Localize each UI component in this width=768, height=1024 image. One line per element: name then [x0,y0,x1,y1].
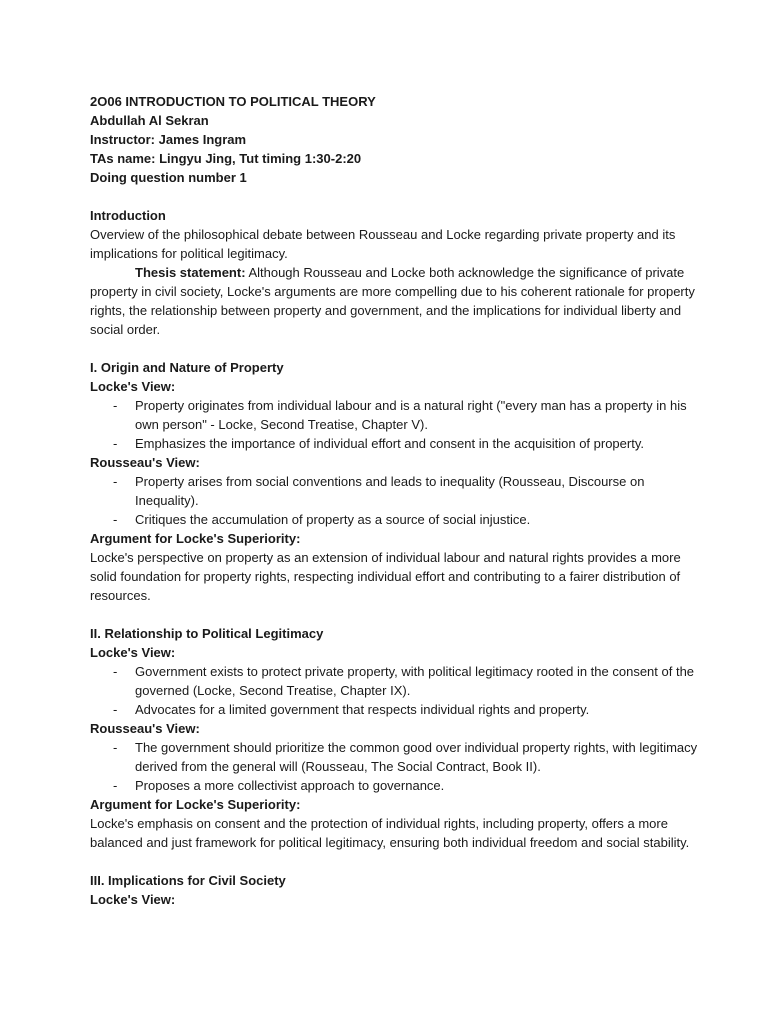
thesis-text: Although Rousseau and Locke both acknowledge the significance of private property in civil society, Locke's arguments are more compelling due to his coherent rationale for property rights, the relationship between property and government, and the implications for individual liberty and social order. [90,265,695,337]
locke-view-list [90,396,708,453]
spacer [90,852,708,871]
question-line: Doing question number 1 [90,170,247,185]
list-item-text: Emphasizes the importance of individual effort and consent in the acquisition of property. [135,436,644,451]
section-origin-property [90,358,708,605]
list-item [90,510,708,529]
dash-bullet: - [113,474,118,489]
list-item [90,700,708,719]
locke-view-label: Locke's View: [90,379,176,394]
argument-label: Argument for Locke's Superiority: [90,797,301,812]
list-item [90,434,708,453]
rousseau-view-list [90,472,708,529]
dash-bullet: - [113,398,118,413]
list-item [90,396,708,434]
list-item [90,472,708,510]
author-name: Abdullah Al Sekran [90,113,209,128]
locke-view-label: Locke's View: [90,645,176,660]
argument-text: Locke's emphasis on consent and the protection of individual rights, including property, offers a more balanced and just framework for political legitimacy, ensuring both individual freedom and social stability. [90,816,690,850]
dash-bullet: - [113,512,118,527]
argument-label: Argument for Locke's Superiority: [90,531,301,546]
dash-bullet: - [113,702,118,717]
list-item [90,776,708,795]
section-political-legitimacy [90,624,708,852]
dash-bullet: - [113,778,118,793]
section-heading: II. Relationship to Political Legitimacy [90,626,324,641]
spacer [90,187,708,206]
rousseau-view-list [90,738,708,795]
dash-bullet: - [113,664,118,679]
list-item [90,738,708,776]
document-header [90,92,708,187]
dash-bullet: - [113,436,118,451]
list-item-text: Critiques the accumulation of property as a source of social injustice. [135,512,531,527]
intro-heading: Introduction [90,208,166,223]
list-item-text: Proposes a more collectivist approach to governance. [135,778,445,793]
dash-bullet: - [113,740,118,755]
argument-text: Locke's perspective on property as an extension of individual labour and natural rights provides a more solid foundation for property rights, respecting individual effort and contributing to a fairer distribution of resources. [90,550,681,603]
section-heading: III. Implications for Civil Society [90,873,286,888]
instructor-line: Instructor: James Ingram [90,132,247,147]
list-item-text: Property originates from individual labour and is a natural right ("every man has a property in his own person" - Locke, Second Treatise, Chapter V). [135,398,687,432]
thesis-label: Thesis statement: [135,265,246,280]
intro-overview: Overview of the philosophical debate between Rousseau and Locke regarding private property and its implications for political legitimacy. [90,227,676,261]
ta-line: TAs name: Lingyu Jing, Tut timing 1:30-2:20 [90,151,362,166]
rousseau-view-label: Rousseau's View: [90,455,200,470]
locke-view-label: Locke's View: [90,892,176,907]
introduction-section [90,206,708,339]
rousseau-view-label: Rousseau's View: [90,721,200,736]
list-item [90,662,708,700]
spacer [90,339,708,358]
section-heading: I. Origin and Nature of Property [90,360,284,375]
spacer [90,605,708,624]
list-item-text: The government should prioritize the common good over individual property rights, with legitimacy derived from the general will (Rousseau, The Social Contract, Book II). [135,740,698,774]
list-item-text: Property arises from social conventions and leads to inequality (Rousseau, Discourse on Inequality). [135,474,645,508]
thesis-paragraph [90,263,708,339]
list-item-text: Advocates for a limited government that respects individual rights and property. [135,702,590,717]
locke-view-list [90,662,708,719]
section-civil-society [90,871,708,909]
course-title: 2O06 INTRODUCTION TO POLITICAL THEORY [90,94,376,109]
list-item-text: Government exists to protect private property, with political legitimacy rooted in the consent of the governed (Locke, Second Treatise, Chapter IX). [135,664,695,698]
